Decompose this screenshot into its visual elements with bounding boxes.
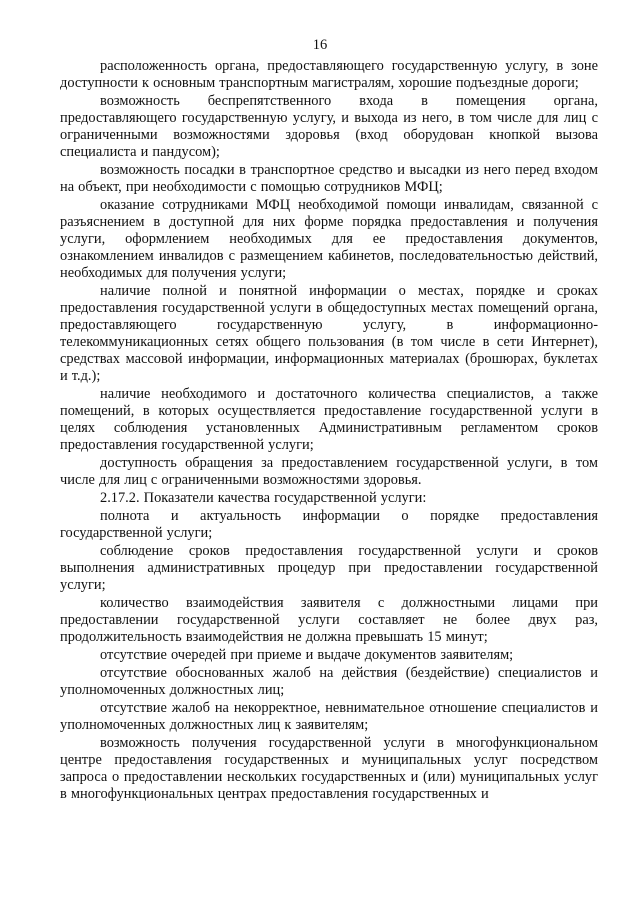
paragraph: возможность посадки в транспортное средство и высадки из него перед входом на объект, при необходимости с помощью сотрудников МФЦ; xyxy=(60,162,598,195)
paragraph: количество взаимодействия заявителя с должностными лицами при предоставлении государственной услуги составляет не более двух раз, продолжительность взаимодействия не должна превышать 15 минут; xyxy=(60,595,598,645)
paragraph: возможность получения государственной услуги в многофункциональном центре предоставления государственных и муниципальных услуг посредством запроса о предоставлении нескольких государственных и (или) муниципальных услуг в многофункциональных центрах предоставления государственных и xyxy=(60,735,598,802)
paragraph: полнота и актуальность информации о порядке предоставления государственной услуги; xyxy=(60,508,598,541)
paragraph: расположенность органа, предоставляющего государственную услугу, в зоне доступности к основным транспортным магистралям, хорошие подъездные дороги; xyxy=(60,58,598,91)
section-heading: 2.17.2. Показатели качества государственной услуги: xyxy=(100,490,427,506)
paragraph: наличие полной и понятной информации о местах, порядке и сроках предоставления государственной услуги в общедоступных местах помещений органа, предоставляющего государственную услугу, в информационно-телекоммуникационных сетях общего пользования (в том числе в сети Интернет), средствах массовой информации, информационных материалах (брошюрах, буклетах и т.д.); xyxy=(60,283,598,384)
paragraph: соблюдение сроков предоставления государственной услуги и сроков выполнения административных процедур при предоставлении государственной услуги; xyxy=(60,543,598,593)
paragraph: отсутствие жалоб на некорректное, невнимательное отношение специалистов и уполномоченных должностных лиц к заявителям; xyxy=(60,700,598,733)
paragraph: возможность беспрепятственного входа в помещения органа, предоставляющего государственную услугу, и выхода из него, в том числе для лиц с ограниченными возможностями здоровья (вход оборудован кнопкой вызова специалиста и пандусом); xyxy=(60,93,598,160)
paragraph: отсутствие очередей при приеме и выдаче документов заявителям; xyxy=(100,647,514,663)
paragraph: наличие необходимого и достаточного количества специалистов, а также помещений, в которых осуществляется предоставление государственной услуги в целях соблюдения установленных Административным регламентом сроков предоставления государственной услуги; xyxy=(60,386,598,453)
page-number: 16 xyxy=(312,37,328,53)
paragraph: оказание сотрудниками МФЦ необходимой помощи инвалидам, связанной с разъяснением в доступной для них форме порядка предоставления и получения услуги, оформлением необходимых для ее предоставления документов, ознакомлением инвалидов с размещением кабинетов, последовательностью действий, необходимых для получения услуги; xyxy=(60,197,598,281)
paragraph: доступность обращения за предоставлением государственной услуги, в том числе для лиц с ограниченными возможностями здоровья. xyxy=(60,455,598,488)
paragraph: отсутствие обоснованных жалоб на действия (бездействие) специалистов и уполномоченных должностных лиц; xyxy=(60,665,598,698)
